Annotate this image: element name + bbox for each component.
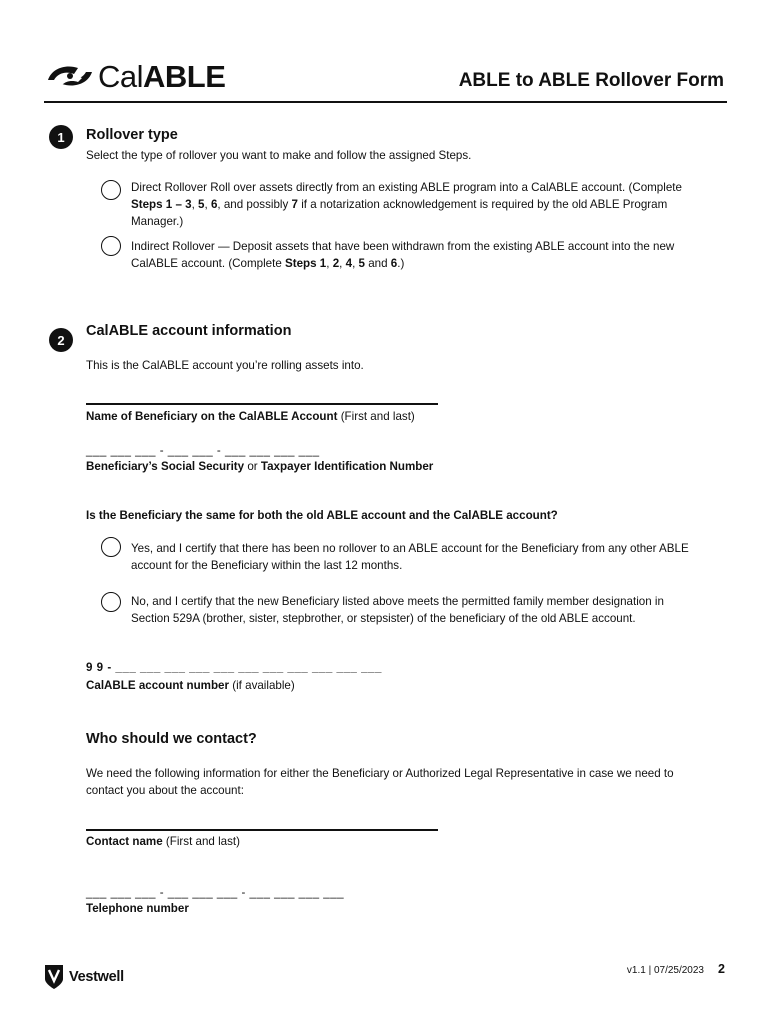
option-text-part: , xyxy=(326,257,333,270)
vestwell-logo xyxy=(44,964,124,990)
telephone-field[interactable]: ___ ___ ___ - ___ ___ ___ - ___ ___ ___ ___ xyxy=(86,886,345,899)
indirect-rollover-text xyxy=(131,238,703,272)
calable-logo xyxy=(44,58,225,94)
same-beneficiary-no-radio[interactable] xyxy=(101,592,121,612)
option-text-part: , xyxy=(204,198,211,211)
option-text-part: Steps 1 – 3 xyxy=(131,198,192,211)
option-text-part: , xyxy=(339,257,346,270)
option-text-part: , and possibly xyxy=(217,198,292,211)
option-text-part: and xyxy=(364,257,391,270)
option-text-part: 2 xyxy=(332,257,340,270)
beneficiary-name-label: Name of Beneficiary on the CalABLE Account (First and last) xyxy=(86,410,415,423)
logo-wordmark: CalABLE xyxy=(98,58,226,94)
direct-rollover-radio[interactable] xyxy=(101,180,121,200)
version-date: v1.1 | 07/25/2023 xyxy=(626,965,704,976)
vestwell-shield-icon xyxy=(44,964,64,990)
beneficiary-ssn-field[interactable]: ___ ___ ___ - ___ ___ - ___ ___ ___ ___ xyxy=(86,444,320,457)
calable-hands-icon xyxy=(44,58,96,94)
option-text-part: 4 xyxy=(345,257,353,270)
same-beneficiary-yes-radio[interactable] xyxy=(101,537,121,557)
option-text-part: if a notarization acknowledgement is required by the old ABLE Program Manager.) xyxy=(131,198,668,228)
vestwell-wordmark: Vestwell xyxy=(69,969,124,985)
step-1-badge: 1 xyxy=(49,125,73,149)
contact-title: Who should we contact? xyxy=(86,731,257,747)
step-2-intro: This is the CalABLE account you’re rolling assets into. xyxy=(86,359,364,372)
option-text-part: Direct Rollover Roll over assets directly from an existing ABLE program into a CalABLE account. (Complete xyxy=(131,181,682,194)
form-title: ABLE to ABLE Rollover Form xyxy=(458,70,724,91)
option-text-part: .) xyxy=(397,257,405,270)
contact-name-field[interactable] xyxy=(86,829,438,831)
same-beneficiary-yes-text: Yes, and I certify that there has been no rollover to an ABLE account for the Beneficiary from any other ABLE account for the Beneficiary within the last 12 months. xyxy=(131,542,689,572)
calable-account-number-field[interactable]: 9 9 - ___ ___ ___ ___ ___ ___ ___ ___ ___ ___ ___ xyxy=(86,661,382,674)
step-2-badge: 2 xyxy=(49,328,73,352)
beneficiary-ssn-label: Beneficiary’s Social Security or Taxpayer Identification Number xyxy=(86,460,434,473)
contact-intro: We need the following information for either the Beneficiary or Authorized Legal Representative in case we need to contact you about the account: xyxy=(86,767,674,797)
telephone-label: Telephone number xyxy=(86,902,189,915)
option-text-part: 7 xyxy=(291,198,298,211)
option-text-part: 6 xyxy=(210,198,218,211)
step-1-title: Rollover type xyxy=(86,127,178,143)
page-number: 2 xyxy=(718,962,725,976)
indirect-rollover-radio[interactable] xyxy=(101,236,121,256)
option-text-part: 6 xyxy=(390,257,398,270)
contact-name-label: Contact name (First and last) xyxy=(86,835,240,848)
step-1-instruction: Select the type of rollover you want to make and follow the assigned Steps. xyxy=(86,149,472,162)
option-text-part: Steps 1 xyxy=(285,257,327,270)
option-text-part: , xyxy=(352,257,359,270)
beneficiary-name-field[interactable] xyxy=(86,403,438,405)
calable-account-number-label: CalABLE account number (if available) xyxy=(86,679,295,692)
option-text-part: Indirect Rollover — Deposit assets that have been withdrawn from the existing ABLE account into the new CalABLE account. (Complete xyxy=(131,240,675,270)
same-beneficiary-question: Is the Beneficiary the same for both the old ABLE account and the CalABLE account? xyxy=(86,509,558,522)
option-text-part: 5 xyxy=(358,257,365,270)
direct-rollover-text xyxy=(131,179,703,230)
step-2-title: CalABLE account information xyxy=(86,323,292,339)
same-beneficiary-no-text: No, and I certify that the new Beneficiary listed above meets the permitted family member designation in Section 529A (brother, sister, stepbrother, or stepsister) of the beneficiary of the old ABLE account. xyxy=(131,595,664,625)
title-divider xyxy=(44,101,727,103)
option-text-part: , xyxy=(191,198,199,211)
option-text-part: 5 xyxy=(198,198,205,211)
